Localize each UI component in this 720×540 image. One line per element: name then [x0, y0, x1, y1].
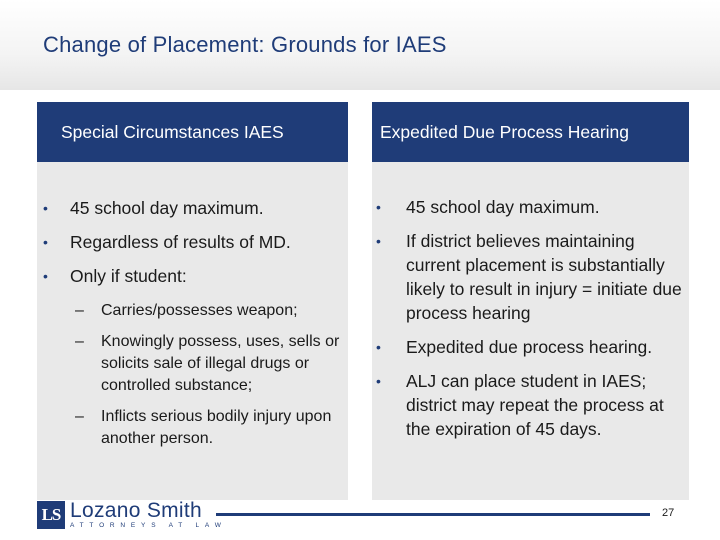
bullet-icon: •	[376, 373, 381, 389]
left-panel-header-text: Special Circumstances IAES	[61, 121, 284, 142]
dash-icon: –	[75, 333, 84, 350]
page-number: 27	[662, 507, 675, 519]
bullet-icon: •	[376, 233, 381, 249]
bullet-icon: •	[43, 234, 48, 250]
right-panel-header	[372, 102, 689, 162]
slide-title: Change of Placement: Grounds for IAES	[43, 32, 447, 57]
list-item: • If district believes maintaining current placement is substantially likely to result in injury = initiate due process hearing	[376, 231, 682, 323]
footer-divider	[216, 513, 650, 516]
right-panel	[372, 102, 689, 500]
logo-name: Lozano Smith	[70, 498, 203, 522]
list-item: • 45 school day maximum.	[43, 198, 264, 218]
company-logo	[37, 500, 227, 530]
bullet-icon: •	[43, 200, 48, 216]
left-panel	[37, 102, 348, 500]
sub-list-item: – Inflicts serious bodily injury upon another person.	[75, 408, 332, 447]
logo-mark: LS	[37, 501, 65, 529]
left-bullet-list	[43, 196, 343, 460]
dash-icon: –	[75, 302, 84, 319]
list-item: • 45 school day maximum.	[376, 197, 600, 217]
sub-list-item: – Knowingly possess, uses, sells or solicits sale of illegal drugs or controlled substance;	[75, 333, 340, 394]
right-bullet-list	[376, 195, 688, 451]
left-panel-header	[37, 102, 348, 162]
list-item: • Regardless of results of MD.	[43, 232, 291, 252]
list-item: • Expedited due process hearing.	[376, 337, 653, 357]
dash-icon: –	[75, 408, 84, 425]
list-item: • ALJ can place student in IAES; district may repeat the process at the expiration of 45 days.	[376, 371, 664, 439]
bullet-icon: •	[376, 199, 381, 215]
sub-list-item: – Carries/possesses weapon;	[75, 300, 343, 322]
right-panel-header-text: Expedited Due Process Hearing	[380, 121, 630, 142]
sub-bullet-list	[75, 300, 343, 450]
bullet-icon: •	[376, 339, 381, 355]
bullet-icon: •	[43, 268, 48, 284]
list-item: • Only if student: – Carries/possesses weapon; – Knowingly possess, uses, sells or solicits sale of illegal drugs or controlled substance; – Inflicts serious bodily injury upon another person.	[43, 264, 343, 450]
logo-tagline: ATTORNEYS AT LAW	[70, 521, 227, 529]
